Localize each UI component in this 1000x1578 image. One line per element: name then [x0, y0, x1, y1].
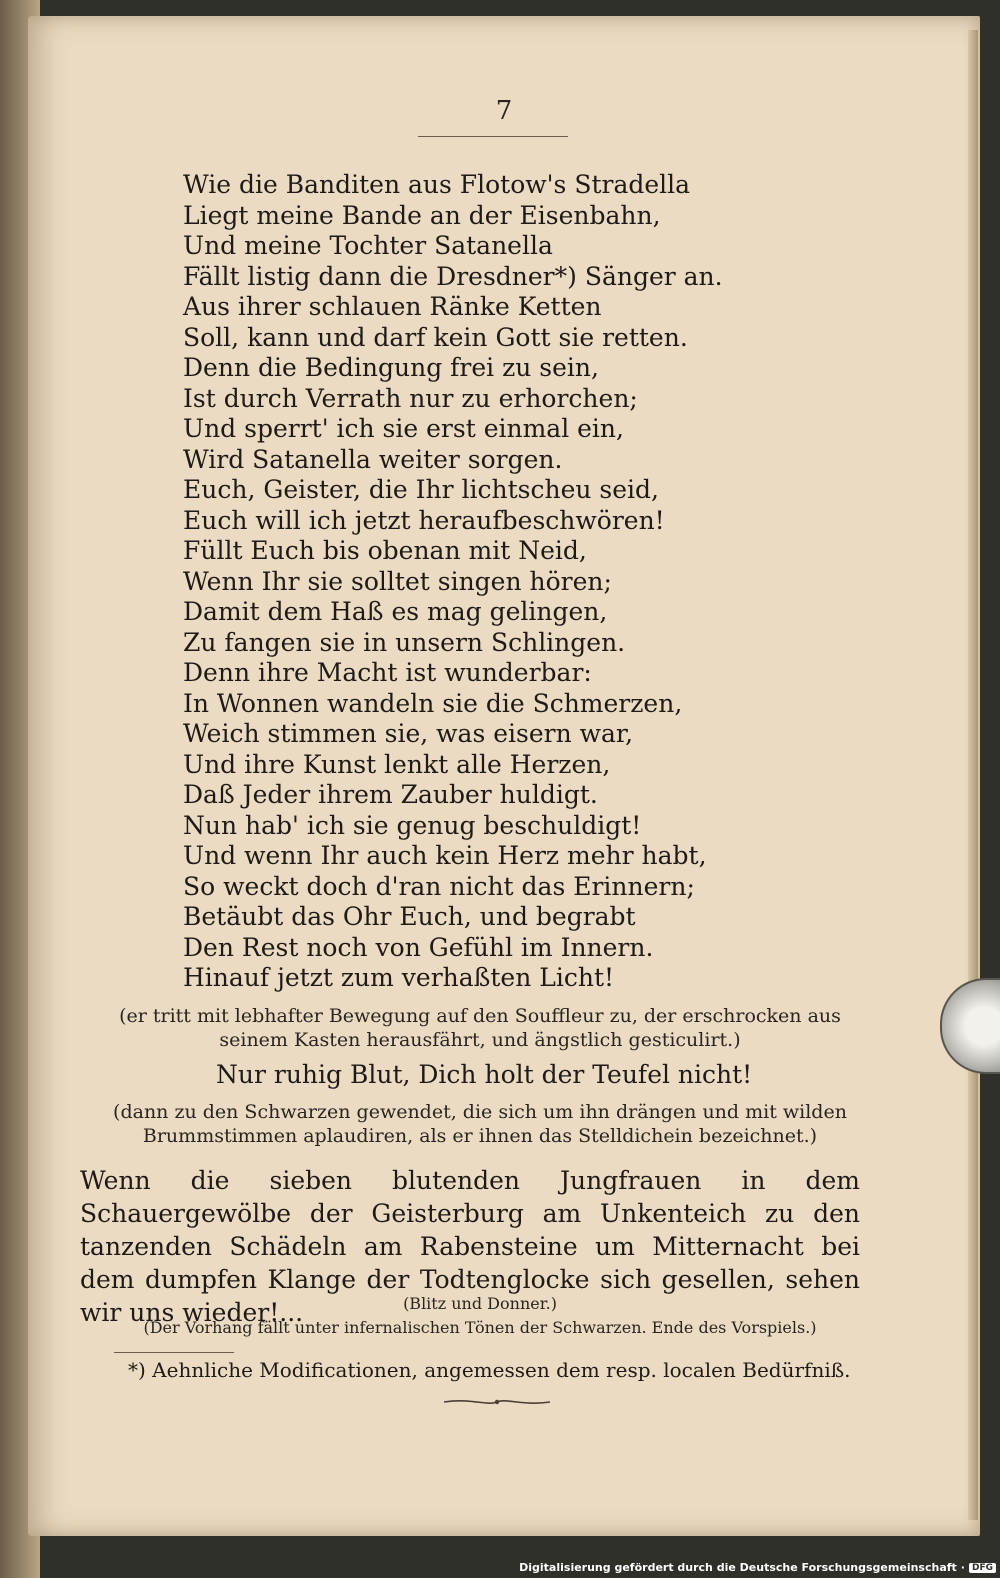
prose-paragraph: Wenn die sieben blutenden Jungfrauen in dem Schauergewölbe der Geisterburg am Unkenteich zu den tanzenden Schädeln am Rabensteine um Mitternacht bei dem dumpfen Klange der Todtenglocke sich gesellen, sehen wir uns wieder!... — [80, 1166, 860, 1327]
verse-line: Weich stimmen sie, was eisern war, — [183, 719, 634, 748]
footnote-rule — [114, 1352, 234, 1353]
verse-line: Denn ihre Macht ist wunderbar: — [183, 658, 592, 687]
stage-direction-line: seinem Kasten herausfährt, und ängstlich gesticulirt.) — [219, 1029, 741, 1051]
dfg-logo-icon: DFG — [969, 1563, 996, 1573]
verse-line: Zu fangen sie in unsern Schlingen. — [183, 627, 626, 657]
verse-line: Euch will ich jetzt heraufbeschwören! — [183, 505, 665, 535]
verse-line: Liegt meine Bande an der Eisenbahn, — [183, 200, 661, 230]
ornament-icon — [442, 1394, 552, 1410]
footnote: *) Aehnliche Modificationen, angemessen dem resp. localen Bedürfniß. — [128, 1358, 851, 1382]
stage-direction-line: Brummstimmen aplaudiren, als er ihnen das Stelldichein bezeichnet.) — [142, 1125, 818, 1147]
verse-line: Den Rest noch von Gefühl im Innern. — [183, 932, 654, 962]
verse-line: Und sperrt' ich sie erst einmal ein, — [183, 414, 624, 443]
verse-line: Wird Satanella weiter sorgen. — [183, 444, 563, 474]
verse-line: In Wonnen wandeln sie die Schmerzen, — [183, 688, 683, 718]
stage-direction-4: (Der Vorhang fällt unter infernalischen Tönen der Schwarzen. Ende des Vorspiels.) — [143, 1318, 817, 1337]
verse-line: Füllt Euch bis obenan mit Neid, — [183, 536, 587, 565]
verse-line: Fällt listig dann die Dresdner*) Sänger an. — [183, 261, 723, 291]
verse-line: Hinauf jetzt zum verhaßten Licht! — [183, 963, 615, 992]
book-page — [28, 16, 980, 1536]
verse-line: Und ihre Kunst lenkt alle Herzen, — [183, 749, 611, 779]
verse-line: Und wenn Ihr auch kein Herz mehr habt, — [183, 841, 707, 870]
verse-line: Soll, kann und darf kein Gott sie retten. — [183, 322, 688, 352]
verse-line: Nun hab' ich sie genug beschuldigt! — [183, 810, 642, 840]
page-number: 7 — [495, 96, 513, 126]
verse-line: Daß Jeder ihrem Zauber huldigt. — [183, 780, 598, 809]
verse-line: Wie die Banditen aus Flotow's Stradella — [183, 170, 691, 199]
verse-line: Und meine Tochter Satanella — [183, 231, 553, 260]
stage-direction-2 — [80, 1100, 880, 1148]
verse-line: Aus ihrer schlauen Ränke Ketten — [183, 292, 602, 321]
verse-line: Wenn Ihr sie solltet singen hören; — [183, 566, 612, 596]
verse-block — [183, 170, 803, 994]
stage-direction-line: (dann zu den Schwarzen gewendet, die sich um ihn drängen und mit wilden — [113, 1101, 847, 1123]
page-number-rule — [418, 136, 568, 137]
verse-line: Damit dem Haß es mag gelingen, — [183, 597, 608, 626]
stage-direction-3: (Blitz und Donner.) — [403, 1294, 557, 1313]
digitization-credit: Digitalisierung gefördert durch die Deutsche Forschungsgemeinschaft · DFG — [519, 1561, 996, 1574]
stage-direction-1 — [80, 1004, 880, 1052]
verse-line: Betäubt das Ohr Euch, und begrabt — [183, 902, 636, 931]
verse-line: Euch, Geister, die Ihr lichtscheu seid, — [183, 475, 659, 504]
verse-line: Ist durch Verrath nur zu erhorchen; — [183, 383, 638, 413]
stage-direction-line: (er tritt mit lebhafter Bewegung auf den Souffleur zu, der erschrocken aus — [119, 1005, 841, 1027]
credit-text: Digitalisierung gefördert durch die Deutsche Forschungsgemeinschaft — [519, 1561, 957, 1574]
verse-line: So weckt doch d'ran nicht das Erinnern; — [183, 871, 695, 901]
page-edge — [968, 30, 978, 1520]
verse-line: Denn die Bedingung frei zu sein, — [183, 353, 599, 382]
spoken-line: Nur ruhig Blut, Dich holt der Teufel nicht! — [216, 1060, 753, 1089]
